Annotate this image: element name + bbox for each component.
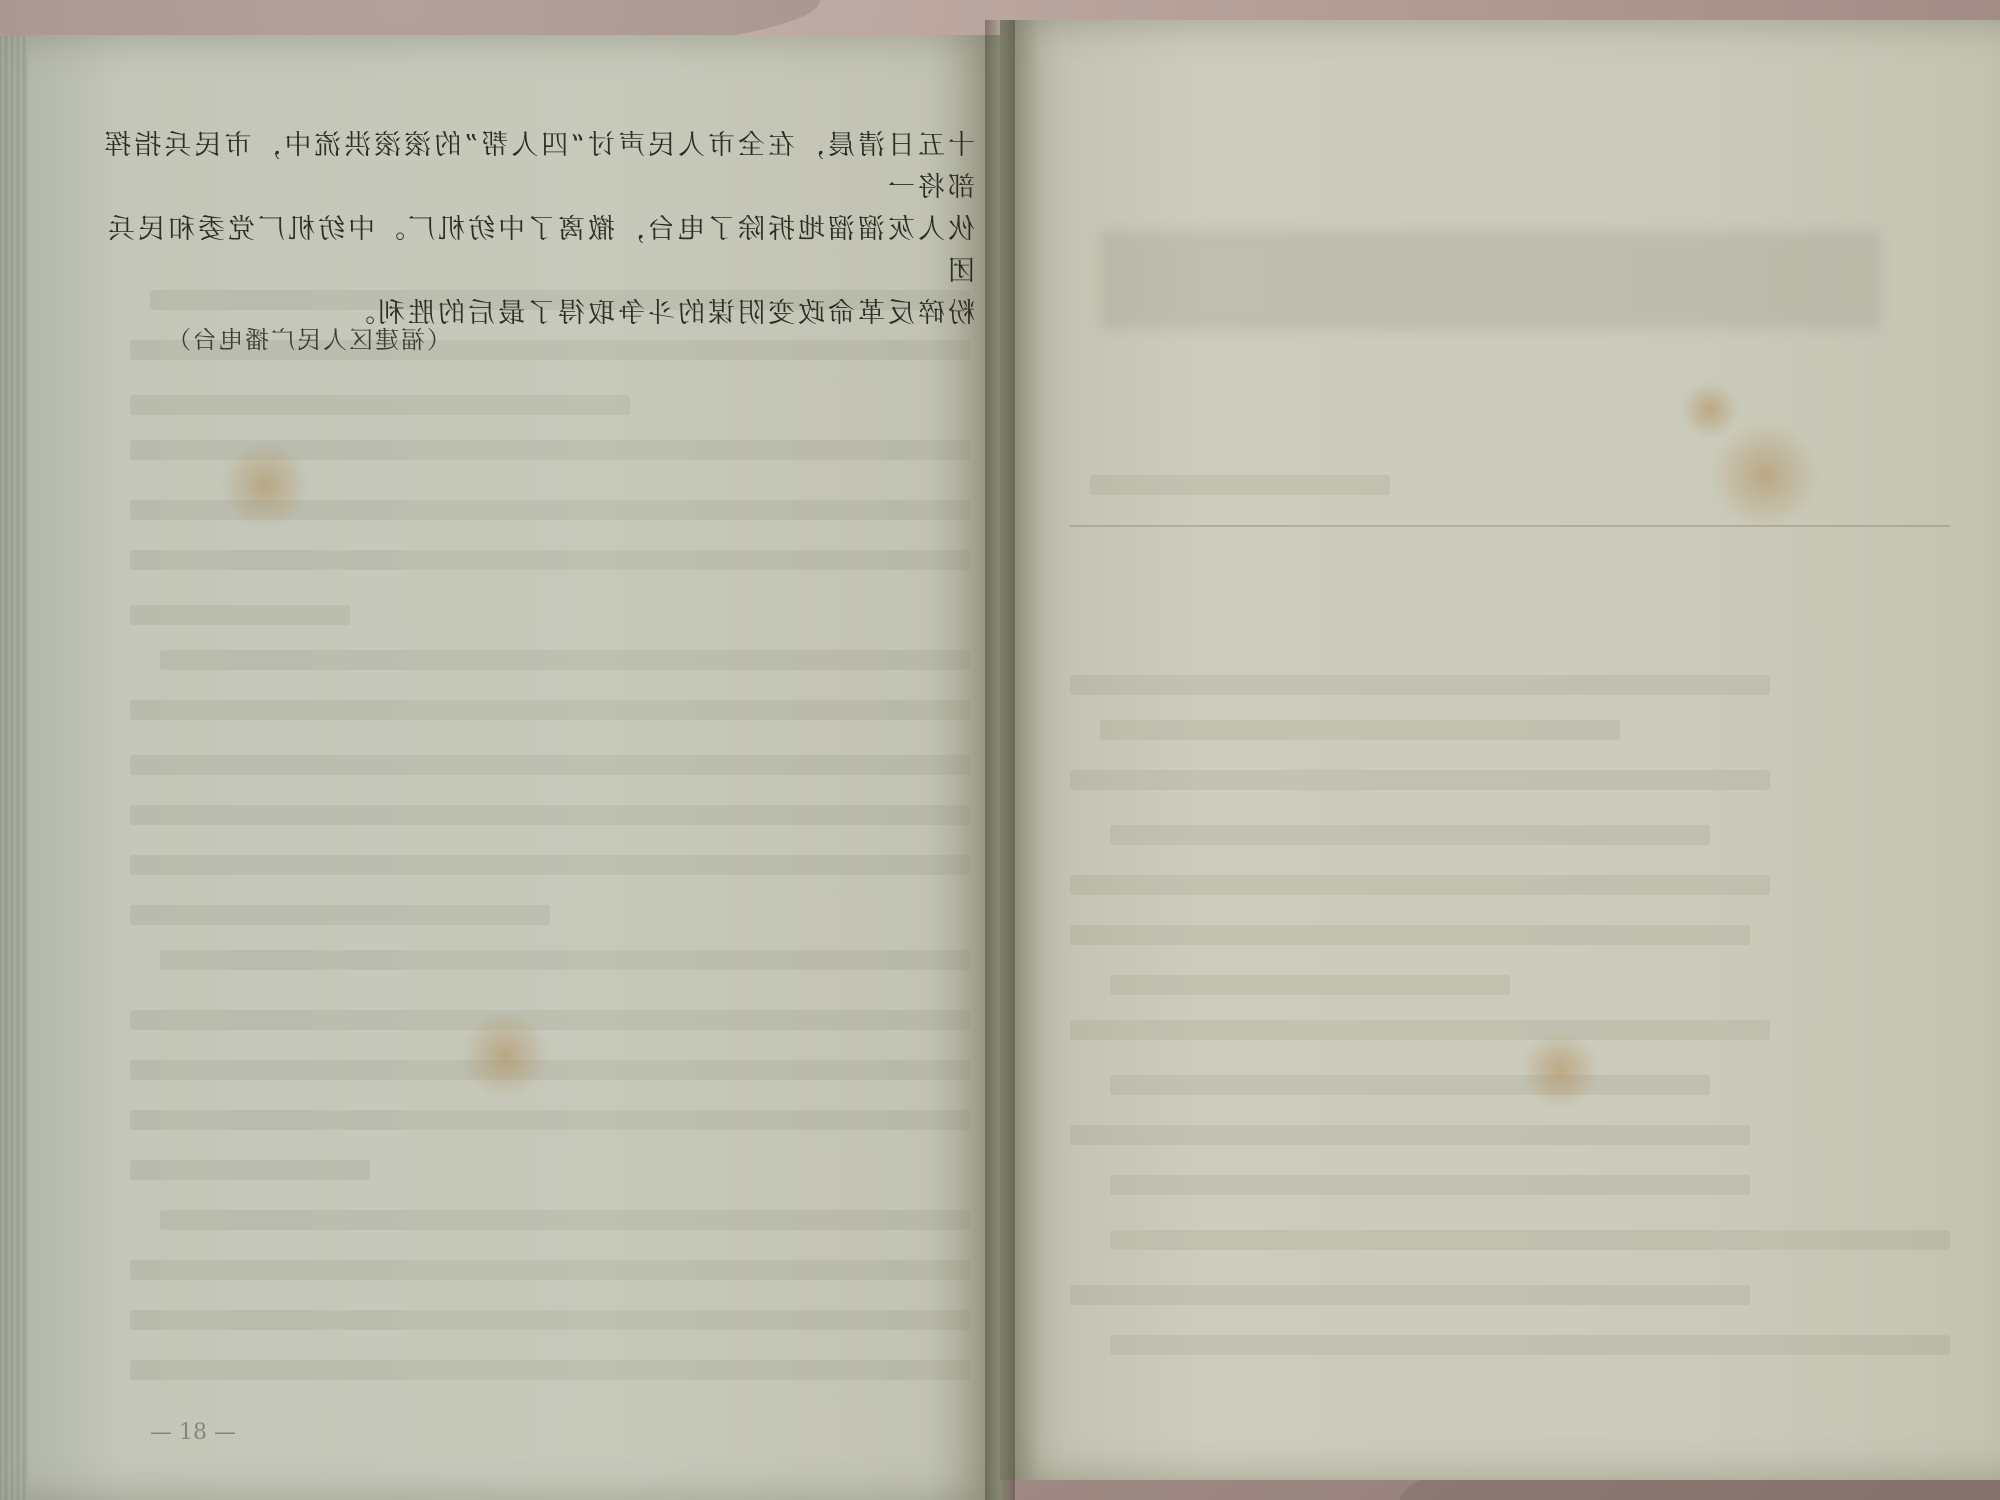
page-number: — 18 — [150, 1420, 236, 1445]
source-credit: （福建区人民广播电台） [165, 326, 451, 354]
foxing-stain [1520, 1030, 1600, 1110]
text-line: 十五日清晨，在全市人民声讨“四人帮”的滚滚洪流中，市民兵指挥部将一 [101, 130, 975, 203]
foxing-stain [220, 440, 310, 530]
book-gutter [985, 20, 1015, 1500]
text-line: 伙人灰溜溜地拆除了电台，撤离了中纺机厂。中纺机厂党委和民兵团 [105, 214, 975, 287]
text-line: 粉碎反革命政变阴谋的斗争取得了最后的胜利。 [345, 298, 975, 329]
foxing-stain [1710, 420, 1820, 530]
left-page-text [95, 125, 975, 335]
foxing-stain [1680, 380, 1740, 440]
foxing-stain [460, 1010, 550, 1100]
right-page-rule [1070, 525, 1950, 527]
right-page-title-bleed [1100, 230, 1880, 330]
left-page-edges [0, 35, 28, 1500]
